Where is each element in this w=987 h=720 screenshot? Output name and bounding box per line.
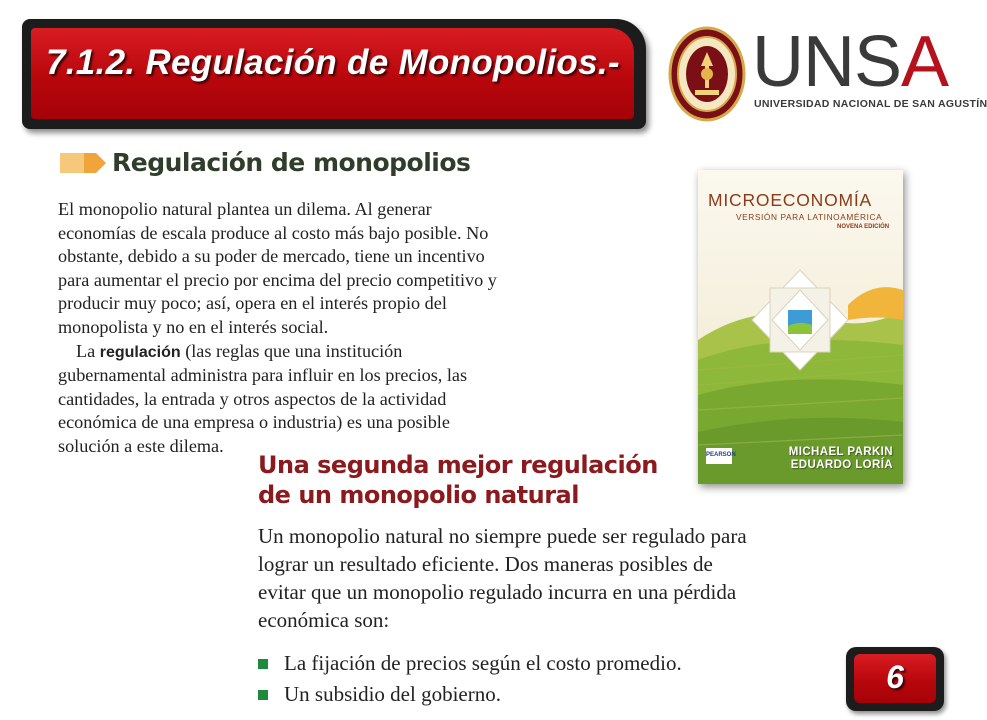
bullet-list: [258, 648, 682, 710]
unsa-wordmark-main: UNS: [752, 22, 902, 102]
list-item: [258, 648, 682, 679]
book-title: MICROECONOMÍA: [708, 190, 873, 210]
section-heading-regulacion: Regulación de monopolios: [112, 148, 471, 177]
bullet-text: Un subsidio del gobierno.: [284, 682, 501, 706]
bullet-square-icon: [258, 659, 268, 669]
slide-title: 7.1.2. Regulación de Monopolios.-: [46, 43, 620, 82]
university-seal-icon: [668, 26, 746, 122]
book-author-2: EDUARDO LORÍA: [790, 459, 893, 471]
book-edition: NOVENA EDICIÓN: [837, 224, 890, 230]
list-item: [258, 679, 682, 710]
paragraph-monopolio-natural: Un monopolio natural no siempre puede ser regulado para lograr un resultado eficiente. Dos maneras posibles de evitar que un monopolio regulado incurra en una pérdida económica son:: [258, 524, 747, 632]
unsa-wordmark: [752, 22, 949, 102]
unsa-subtitle: UNIVERSIDAD NACIONAL DE SAN AGUSTÍN: [754, 98, 987, 110]
body-text-regulacion: [58, 198, 503, 459]
bullet-square-icon: [258, 690, 268, 700]
title-banner: [22, 19, 646, 129]
bullet-text: La fijación de precios según el costo promedio.: [284, 651, 682, 675]
term-regulacion: regulación: [99, 343, 181, 361]
page-number: 6: [886, 659, 904, 695]
paragraph-lead: La: [76, 340, 96, 361]
book-author-1: MICHAEL PARKIN: [788, 446, 893, 458]
unsa-wordmark-accent: A: [901, 22, 949, 102]
paragraph-regulacion: [58, 340, 503, 459]
section-heading-segunda-mejor: Una segunda mejor regulación de un monopolio natural: [258, 451, 658, 509]
book-subtitle: VERSIÓN PARA LATINOAMÉRICA: [736, 212, 883, 222]
book-cover: [698, 170, 903, 484]
arrow-tag-icon: [60, 150, 106, 176]
page-number-badge: [846, 647, 944, 711]
paragraph-dilema: El monopolio natural plantea un dilema. Al generar economías de escala produce al costo más bajo posible. No obstante, debido a su poder de mercado, tiene un incentivo para aumentar el precio por encima del precio competitivo y producir muy poco; así, opera en el interés propio del monopolista y no en el interés social.: [58, 199, 497, 337]
paragraph-rest: (las reglas que una institución gubernamental administra para influir en los precios, las cantidades, la entrada y otros aspectos de la actividad económica de una empresa o industria) es una posible solución a este dilema.: [58, 340, 468, 456]
publisher-logo: PEARSON: [706, 452, 736, 458]
